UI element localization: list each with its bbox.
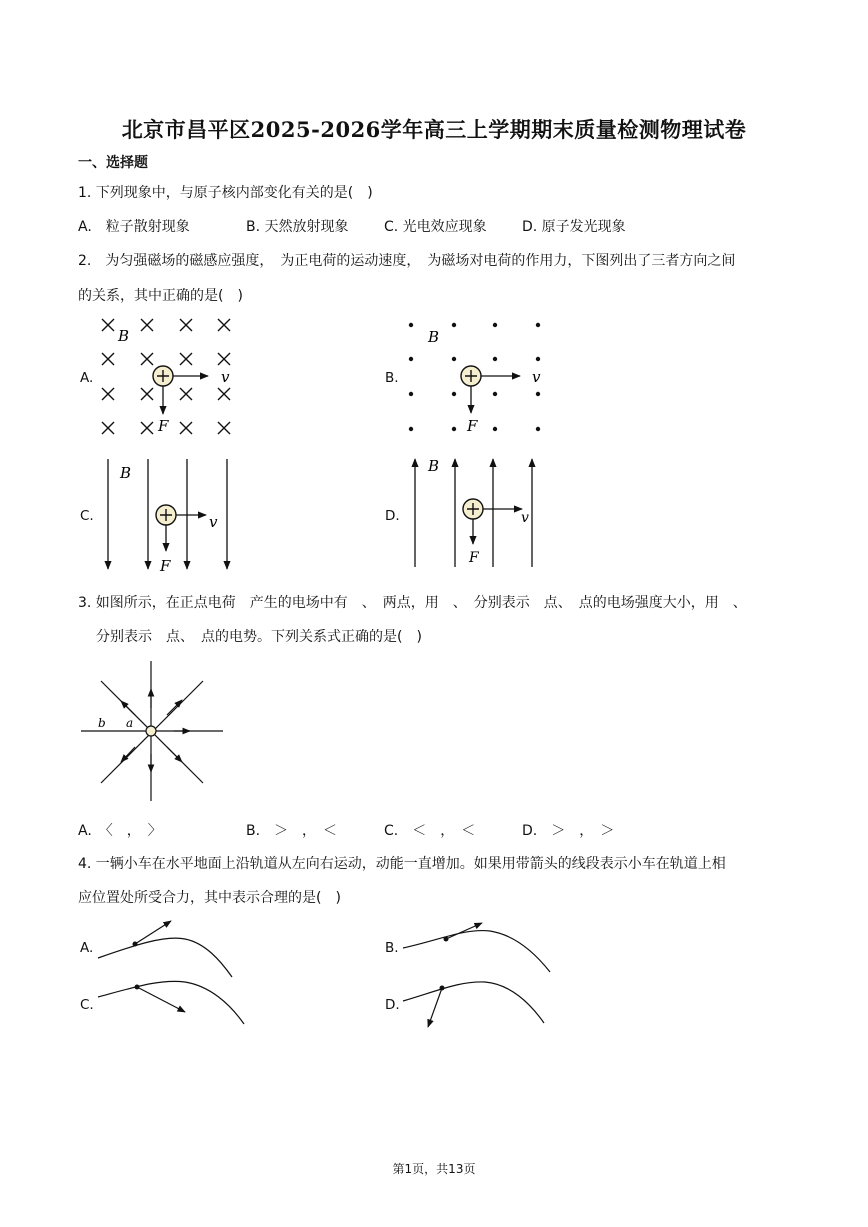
page-footer: 第1页，共13页 (392, 1162, 476, 1176)
page-title: 北京市昌平区2025-2026学年高三上学期期末质量检测物理试卷 (121, 117, 747, 142)
section-heading-choice: 一、选择题 (78, 155, 148, 171)
force-arrow (137, 987, 185, 1012)
q4-figure-c (95, 975, 250, 1035)
label-b: B (118, 327, 130, 345)
q4-option-c-label[interactable]: C. (80, 997, 94, 1013)
q3-stem-line2: 分别表示 点、 点的电势。下列关系式正确的是( ) (96, 629, 422, 645)
label-f: F (469, 550, 479, 566)
q2-option-b-label[interactable]: B. (385, 370, 399, 386)
label-v: v (209, 513, 218, 531)
q2-figure-c (95, 455, 245, 575)
track-curve (403, 931, 550, 972)
q3-option-b[interactable]: B. ＞ ， ＜ (246, 823, 338, 839)
label-f: F (467, 417, 478, 435)
positive-point-charge (146, 726, 156, 736)
q2-option-c-label[interactable]: C. (80, 508, 94, 524)
point-a-label: a (126, 716, 134, 730)
q2-stem-line2: 的关系，其中正确的是( ) (78, 288, 243, 304)
q2-option-a-label[interactable]: A. (80, 370, 94, 386)
label-b: B (428, 328, 440, 346)
q1-option-a[interactable]: A. 粒子散射现象 (78, 219, 190, 235)
q4-stem-line1: 4. 一辆小车在水平地面上沿轨道从左向右运动，动能一直增加。如果用带箭头的线段表示小车在轨道上相 (78, 856, 726, 872)
point-b-label: b (98, 716, 106, 730)
q3-electric-field-figure (78, 658, 228, 803)
q3-stem-line1: 3. 如图所示，在正点电荷 产生的电场中有 、 两点，用 、 分别表示 点、 点的电场强度大小，用 、 (78, 595, 747, 611)
label-b: B (428, 457, 440, 475)
q1-stem: 1. 下列现象中，与原子核内部变化有关的是( ) (78, 185, 373, 201)
track-curve (403, 982, 544, 1023)
label-v: v (532, 368, 541, 386)
q2-stem-line1: 2. 为匀强磁场的磁感应强度， 为正电荷的运动速度， 为磁场对电荷的作用力，下图列出了三者方向之间 (78, 253, 736, 269)
q3-option-c[interactable]: C. ＜ ， ＜ (384, 823, 476, 839)
track-curve (98, 981, 244, 1024)
q3-option-d[interactable]: D. ＞ ， ＞ (522, 823, 615, 839)
q4-figure-a (95, 915, 240, 980)
q1-option-d[interactable]: D. 原子发光现象 (522, 219, 626, 235)
q4-option-b-label[interactable]: B. (385, 940, 399, 956)
q4-option-d-label[interactable]: D. (385, 997, 400, 1013)
force-arrow (428, 988, 442, 1027)
q3-option-a[interactable]: A. 〈 ， 〉 (78, 823, 162, 839)
q2-figure-d (400, 455, 550, 575)
q4-figure-b (400, 915, 555, 980)
label-v: v (521, 510, 529, 526)
label-f: F (158, 417, 169, 435)
label-f: F (160, 557, 171, 575)
q2-figure-a (95, 312, 245, 447)
track-curve (98, 938, 232, 977)
q1-option-b[interactable]: B. 天然放射现象 (246, 219, 349, 235)
q4-figure-d (400, 975, 550, 1035)
q2-option-d-label[interactable]: D. (385, 508, 400, 524)
q1-option-c[interactable]: C. 光电效应现象 (384, 219, 487, 235)
q4-option-a-label[interactable]: A. (80, 940, 94, 956)
label-b: B (120, 464, 132, 482)
label-v: v (221, 368, 230, 386)
q2-figure-b (400, 312, 550, 447)
q4-stem-line2: 应位置处所受合力，其中表示合理的是( ) (78, 890, 341, 906)
